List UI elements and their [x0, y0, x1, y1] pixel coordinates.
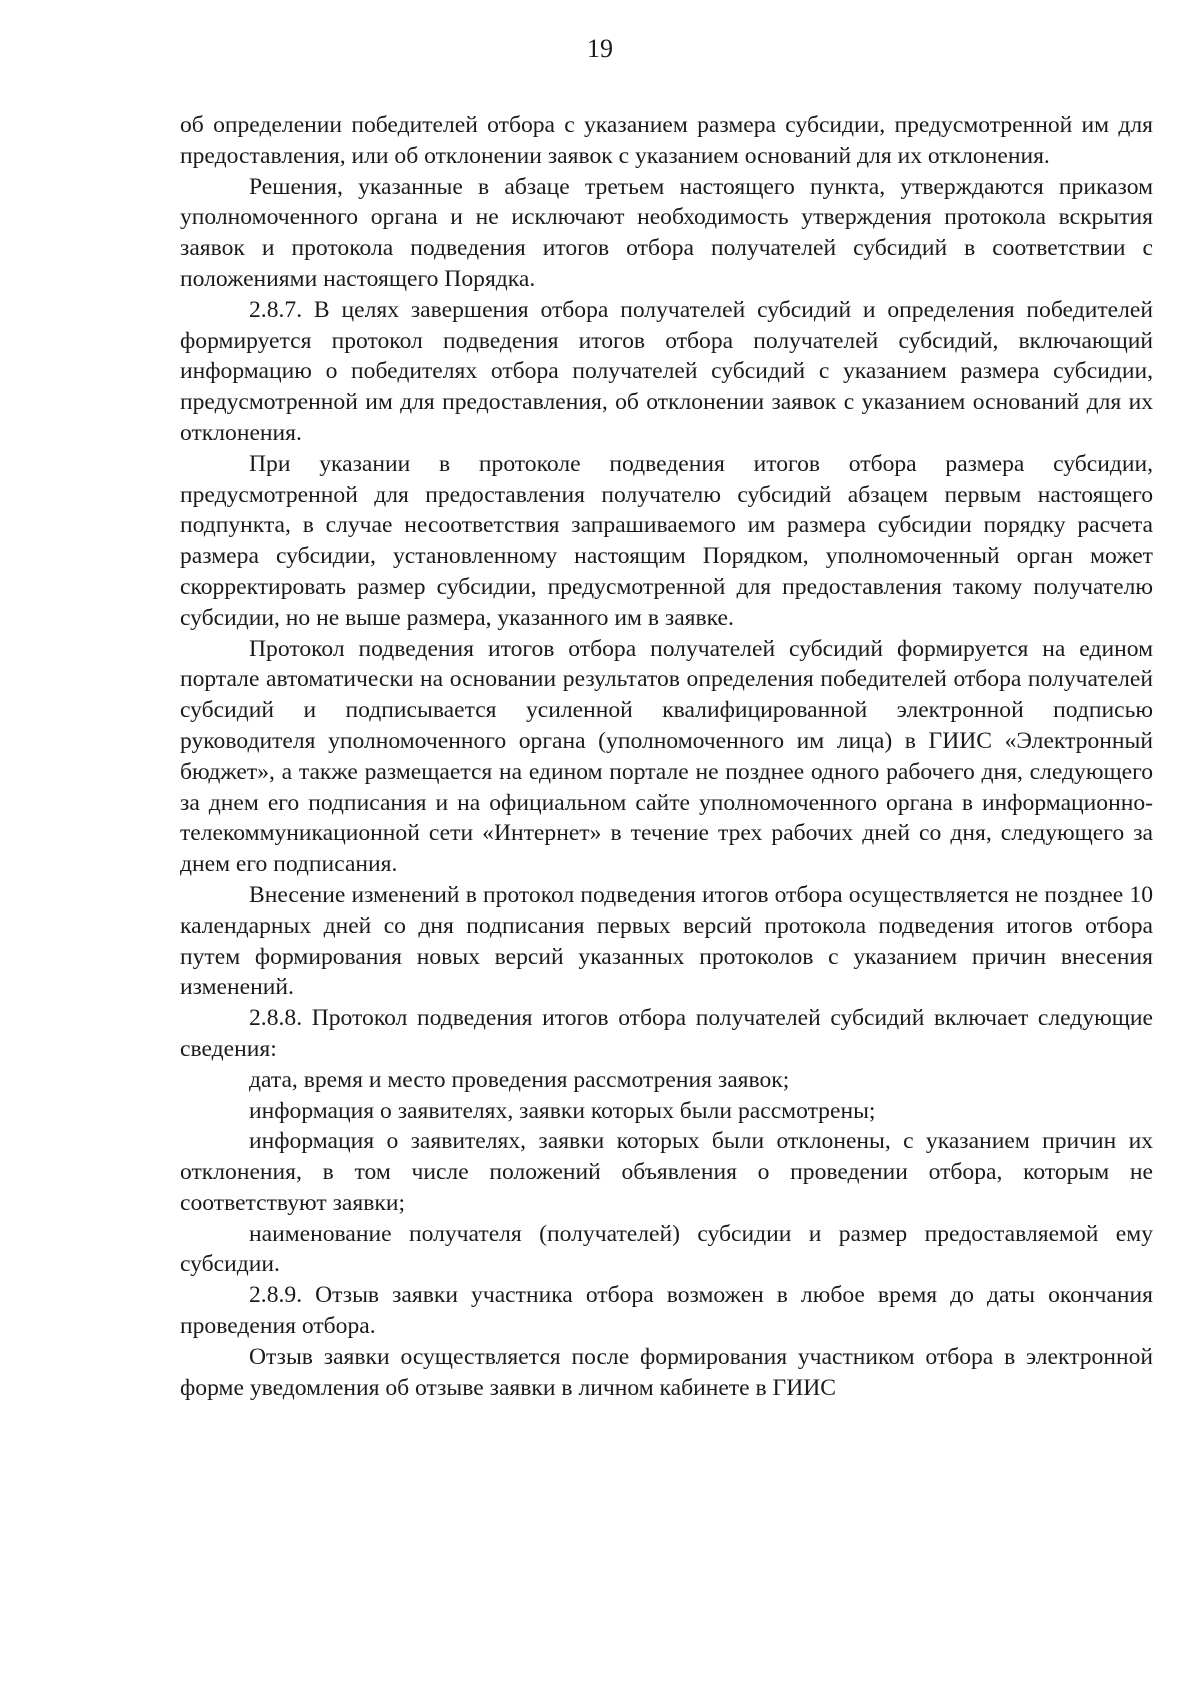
- paragraph: Отзыв заявки осуществляется после формирования участником отбора в электронной форме уведомления об отзыве заявки в личном кабинете в ГИИС: [180, 1343, 1153, 1401]
- list-item: информация о заявителях, заявки которых были отклонены, с указанием причин их отклонения, в том числе положений объявления о проведении отбора, которым не соответствуют заявки;: [180, 1128, 1153, 1216]
- paragraph: 2.8.8. Протокол подведения итогов отбора получателей субсидий включает следующие сведения:: [180, 1005, 1153, 1062]
- paragraph: об определении победителей отбора с указанием размера субсидии, предусмотренной им для предоставления, или об отклонении заявок с указанием оснований для их отклонения.: [180, 112, 1153, 169]
- paragraph: 2.8.9. Отзыв заявки участника отбора возможен в любое время до даты окончания проведения отбора.: [180, 1282, 1153, 1340]
- document-body: [180, 110, 1153, 1403]
- list-item: дата, время и место проведения рассмотрения заявок;: [249, 1066, 790, 1093]
- page-number: 19: [587, 34, 613, 63]
- paragraph: Протокол подведения итогов отбора получателей субсидий формируется на едином портале автоматически на основании результатов определения победителей отбора получателей субсидий и подписывается усиленной квалифицированной электронной подписью руководителя уполномоченного органа (уполномоченного им лица) в ГИИС «Электронный бюджет», а также размещается на едином портале не позднее одного рабочего дня, следующего за днем его подписания и на официальном сайте уполномоченного органа в информационно-телекоммуникационной сети «Интернет» в течение трех рабочих дней со дня, следующего за днем его подписания.: [180, 635, 1153, 878]
- paragraph: Решения, указанные в абзаце третьем настоящего пункта, утверждаются приказом уполномоченного органа и не исключают необходимость утверждения протокола вскрытия заявок и протокола подведения итогов отбора получателей субсидий в соответствии с положениями настоящего Порядка.: [180, 173, 1153, 292]
- list-item: наименование получателя (получателей) субсидии и размер предоставляемой ему субсидии.: [180, 1220, 1153, 1278]
- paragraph: При указании в протоколе подведения итогов отбора размера субсидии, предусмотренной для предоставления получателю субсидий абзацем первым настоящего подпункта, в случае несоответствия запрашиваемого им размера субсидии порядку расчета размера субсидии, установленному настоящим Порядком, уполномоченный орган может скорректировать размер субсидии, предусмотренной для предоставления такому получателю субсидии, но не выше размера, указанного им в заявке.: [180, 450, 1153, 631]
- paragraph: 2.8.7. В целях завершения отбора получателей субсидий и определения победителей формируется протокол подведения итогов отбора получателей субсидий, включающий информацию о победителях отбора получателей субсидий с указанием размера субсидии, предусмотренной им для предоставления, об отклонении заявок с указанием оснований для их отклонения.: [180, 296, 1153, 446]
- list-item: информация о заявителях, заявки которых были рассмотрены;: [249, 1097, 876, 1124]
- paragraph: Внесение изменений в протокол подведения итогов отбора осуществляется не позднее 10 календарных дней со дня подписания первых версий протокола подведения итогов отбора путем формирования новых версий указанных протоколов с указанием причин внесения изменений.: [180, 881, 1153, 1001]
